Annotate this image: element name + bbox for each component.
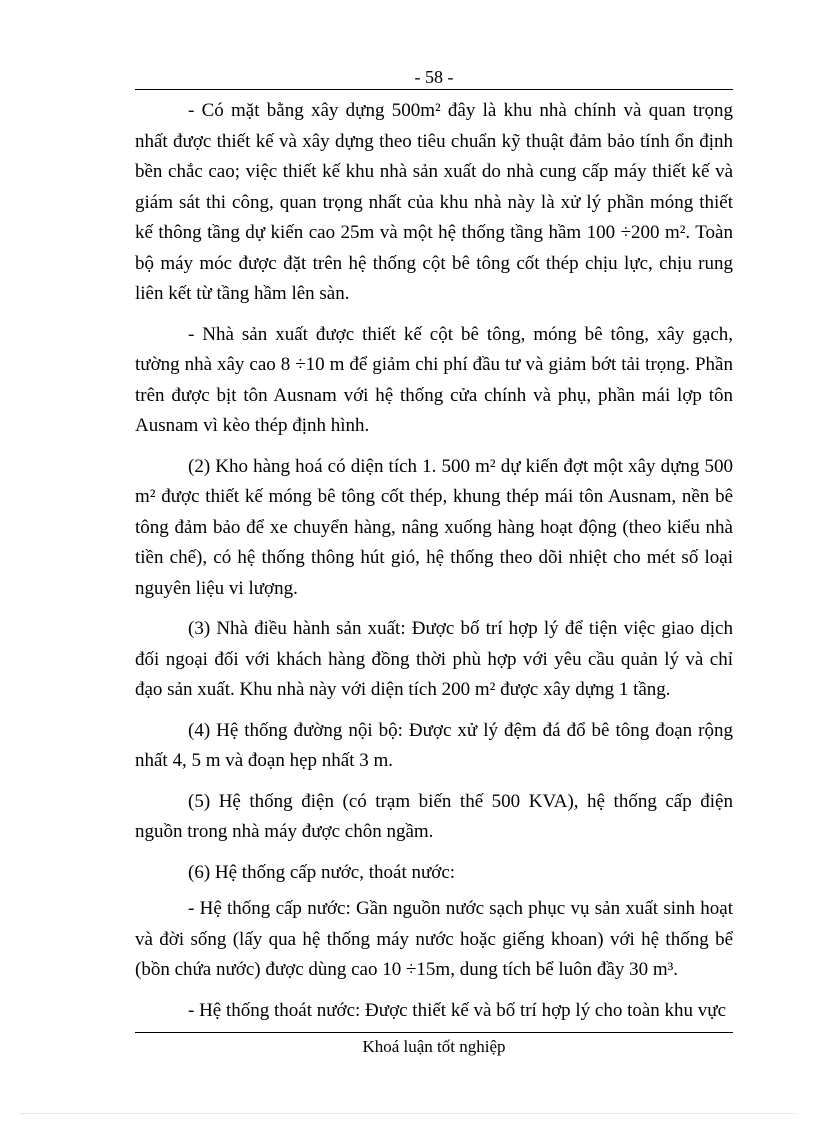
paragraph-drainage: - Hệ thống thoát nước: Được thiết kế và bố trí hợp lý cho toàn khu vực bbox=[188, 999, 727, 1021]
page-bottom-divider bbox=[20, 1113, 796, 1114]
paragraph-electric: (5) Hệ thống điện (có trạm biến thế 500 KVA), hệ thống cấp điện nguồn trong nhà máy được chôn ngầm. bbox=[135, 790, 733, 842]
footer-text: Khoá luận tốt nghiệp bbox=[362, 1037, 506, 1056]
page-header bbox=[135, 66, 733, 90]
paragraph-water-supply: - Hệ thống cấp nước: Gần nguồn nước sạch phục vụ sản xuất sinh hoạt và đời sống (lấy qua hệ thống máy nước hoặc giếng khoan) với hệ thống bể (bồn chứa nước) được dùng cao 10 ÷15m, dung tích bể luôn đầy 30 m³. bbox=[135, 898, 733, 980]
paragraph-production-house: - Nhà sản xuất được thiết kế cột bê tông, móng bê tông, xây gạch, tường nhà xây cao 8 ÷10 m để giảm chi phí đầu tư và giảm bớt tải trọng. Phần trên được bịt tôn Ausnam với hệ thống cửa chính và phụ, phần mái lợp tôn Ausnam vì kèo thép định hình. bbox=[135, 323, 733, 436]
page-footer bbox=[135, 1032, 733, 1057]
page-number: - 58 - bbox=[414, 67, 454, 87]
paragraph-roads: (4) Hệ thống đường nội bộ: Được xử lý đệm đá đổ bê tông đoạn rộng nhất 4, 5 m và đoạn hẹp nhất 3 m. bbox=[135, 719, 733, 771]
document-body bbox=[135, 96, 733, 1028]
paragraph-office: (3) Nhà điều hành sản xuất: Được bố trí hợp lý để tiện việc giao dịch đối ngoại đối với khách hàng đồng thời phù hợp với yêu cầu quản lý và chỉ đạo sản xuất. Khu nhà này với diện tích 200 m² được xây dựng 1 tầng. bbox=[135, 618, 733, 700]
paragraph-water-heading: (6) Hệ thống cấp nước, thoát nước: bbox=[188, 861, 456, 883]
paragraph-warehouse: (2) Kho hàng hoá có diện tích 1. 500 m² dự kiến đợt một xây dựng 500 m² được thiết kế móng bê tông cốt thép, khung thép mái tôn Ausnam, nền bê tông đảm bảo để xe chuyển hàng, nâng xuống hàng hoạt động (theo kiểu nhà tiền chế), có hệ thống thông hút gió, hệ thống theo dõi nhiệt cho mét số loại nguyên liệu vi lượng. bbox=[135, 455, 733, 599]
paragraph-main-building: - Có mặt bằng xây dựng 500m² đây là khu nhà chính và quan trọng nhất được thiết kế và xây dựng theo tiêu chuẩn kỹ thuật đảm bảo tính ổn định bền chắc cao; việc thiết kế khu nhà sản xuất do nhà cung cấp máy thiết kế và giám sát thi công, quan trọng nhất của khu nhà này là xử lý phần móng thiết kế thông tầng dự kiến cao 25m và một hệ thống tầng hầm 100 ÷200 m². Toàn bộ máy móc được đặt trên hệ thống cột bê tông cốt thép chịu lực, chịu rung liên kết từ tầng hầm lên sàn. bbox=[135, 100, 733, 304]
